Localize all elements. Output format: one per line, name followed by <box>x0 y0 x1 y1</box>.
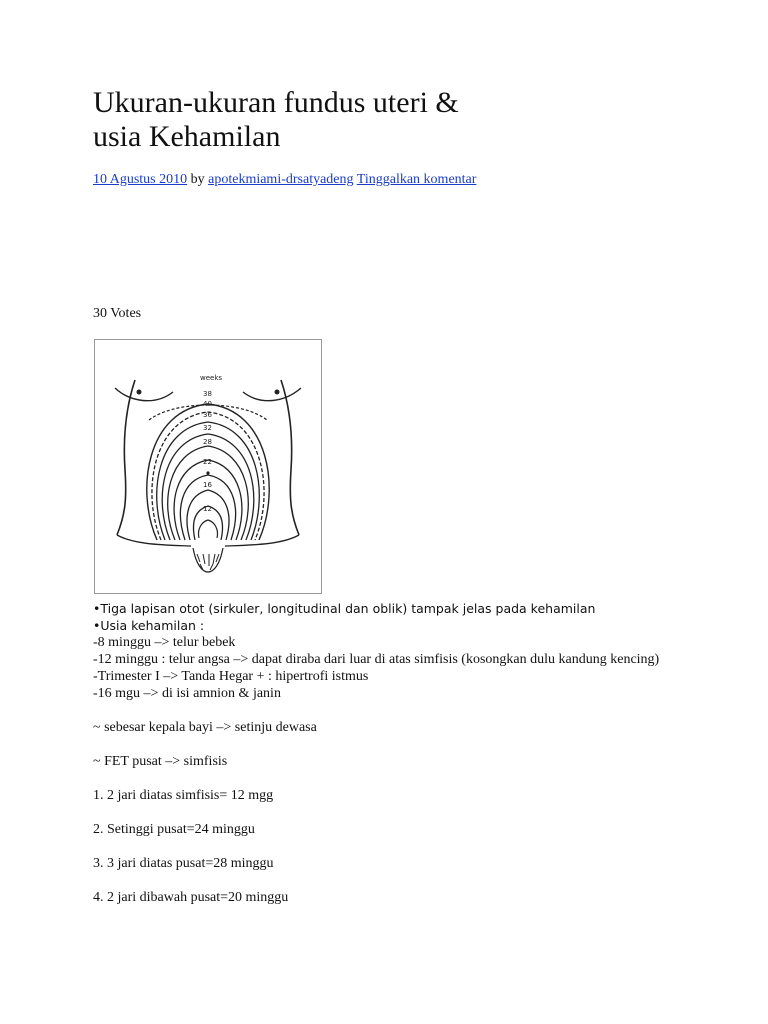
by-text: by <box>187 172 209 187</box>
body-line-5: -Trimester I –> Tanda Hegar + : hipertrofi istmus <box>93 669 369 684</box>
leave-comment-link[interactable]: Tinggalkan komentar <box>356 172 477 187</box>
body-line-6: -16 mgu –> di isi amnion & janin <box>93 686 281 701</box>
body-line-9: 1. 2 jari diatas simfisis= 12 mgg <box>93 788 274 803</box>
body-line-12: 4. 2 jari dibawah pusat=20 minggu <box>93 890 289 905</box>
body-line-1: •Tiga lapisan otot (sirkuler, longitudinal dan oblik) tampak jelas pada kehamilan <box>93 601 596 616</box>
fundus-height-diagram <box>94 339 322 594</box>
body-line-11: 3. 3 jari diatas pusat=28 minggu <box>93 856 274 871</box>
post-date-link[interactable]: 10 Agustus 2010 <box>93 172 188 187</box>
label-12: 12 <box>203 505 212 513</box>
body-line-8: ~ FET pusat –> simfisis <box>93 754 228 769</box>
title-line-1: Ukuran-ukuran fundus uteri & <box>93 86 459 119</box>
votes-count: 30 Votes <box>93 306 142 321</box>
post-meta <box>93 171 476 189</box>
label-38: 38 <box>203 390 212 398</box>
body-line-10: 2. Setinggi pusat=24 minggu <box>93 822 255 837</box>
label-32: 32 <box>203 424 212 432</box>
title-line-2: usia Kehamilan <box>93 120 281 153</box>
fundus-diagram-svg <box>95 340 321 593</box>
article-title <box>93 86 693 154</box>
author-link[interactable]: apotekmiami-drsatyadeng <box>208 172 354 187</box>
body-line-2: •Usia kehamilan : <box>93 618 205 633</box>
label-36: 36 <box>203 411 212 419</box>
label-28: 28 <box>203 438 212 446</box>
label-16: 16 <box>203 481 212 489</box>
article-body <box>93 600 703 906</box>
body-line-7: ~ sebesar kepala bayi –> setinju dewasa <box>93 720 317 735</box>
label-22: 22 <box>203 458 212 466</box>
label-weeks: weeks <box>200 374 223 382</box>
label-40: 40 <box>203 400 212 408</box>
body-line-4: -12 minggu : telur angsa –> dapat diraba dari luar di atas simfisis (kosongkan dulu kandung kencing) <box>93 652 660 667</box>
body-line-3: -8 minggu –> telur bebek <box>93 635 236 650</box>
